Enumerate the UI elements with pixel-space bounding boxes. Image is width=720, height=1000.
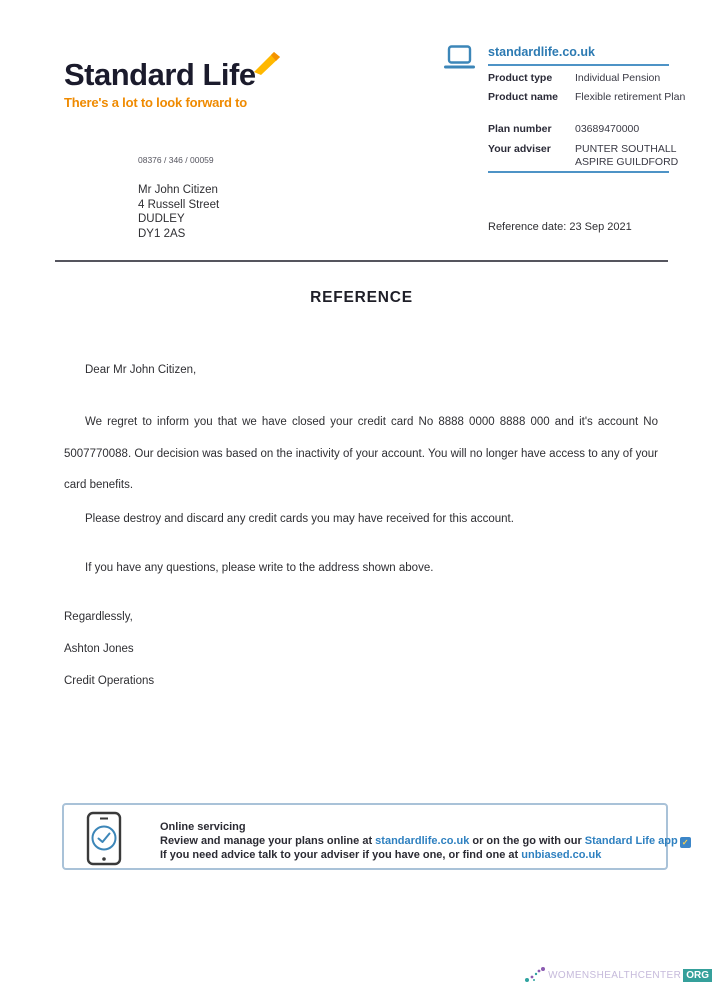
footer-line1-prefix: Review and manage your plans online at [160, 835, 376, 847]
letter-heading: REFERENCE [310, 289, 413, 306]
info-row-product-type [488, 72, 660, 84]
footer-title: Online servicing [160, 821, 246, 833]
info-row-product-name [488, 91, 685, 103]
footer-line1-middle: or on the go with our [469, 835, 585, 847]
closing: Regardlessly, [64, 611, 133, 623]
recipient-postcode: DY1 2AS [138, 227, 186, 240]
recipient-address-block [138, 155, 219, 241]
laptop-icon [443, 45, 476, 71]
info-label: Product name [488, 91, 559, 103]
info-label: Plan number [488, 123, 552, 135]
footer-line-1 [160, 834, 691, 848]
info-row-plan-number [488, 123, 639, 135]
info-value: Flexible retirement Plan [575, 91, 686, 103]
recipient-name: Mr John Citizen [138, 184, 218, 196]
info-value: 03689470000 [575, 123, 640, 135]
standardlife-header-link[interactable]: standardlife.co.uk [488, 45, 595, 59]
header-divider [55, 260, 668, 262]
info-rule-bottom [488, 171, 669, 173]
unbiased-link[interactable]: unbiased.co.uk [521, 849, 602, 861]
standardlife-footer-link[interactable]: standardlife.co.uk [375, 835, 470, 847]
watermark-badge: ORG [683, 969, 712, 982]
check-glyph: ✓ [681, 838, 689, 847]
paragraph-2: Please destroy and discard any credit cards you may have received for this account. [85, 513, 514, 525]
logo-title: Standard Life [64, 57, 256, 92]
info-value: Individual Pension [575, 72, 661, 84]
info-label: Your adviser [488, 143, 551, 155]
standard-life-app-link[interactable]: Standard Life app [584, 835, 678, 847]
recipient-city: DUDLEY [138, 213, 185, 225]
logo-tagline: There's a lot to look forward to [64, 95, 248, 110]
info-value: PUNTER SOUTHALL [575, 143, 677, 155]
online-servicing-box [62, 803, 689, 870]
smartphone-check-icon [81, 811, 127, 867]
info-rule-top [488, 64, 669, 66]
info-value-line2: ASPIRE GUILDFORD [575, 156, 679, 168]
info-row-adviser [488, 143, 678, 169]
signature-name: Ashton Jones [64, 643, 134, 655]
paragraph-3: If you have any questions, please write to the address shown above. [85, 562, 434, 574]
footer-line-2 [160, 848, 691, 862]
signature-title: Credit Operations [64, 675, 155, 687]
logo-flick-icon [252, 50, 282, 76]
standard-life-logo [64, 58, 256, 110]
mail-sort-code: 08376 / 346 / 00059 [138, 155, 214, 165]
watermark [524, 966, 712, 984]
info-label: Product type [488, 72, 553, 84]
reference-date: Reference date: 23 Sep 2021 [488, 221, 632, 233]
footer-line2-prefix: If you need advice talk to your adviser if you have one, or find one at [160, 849, 522, 861]
paragraph-1: We regret to inform you that we have closed your credit card No 8888 0000 8888 000 and it's account No 5007770088. Our decision was based on the inactivity of your account. You will no longer have access to any of your card benefits. [64, 416, 658, 491]
footer-text-block [160, 820, 691, 862]
watermark-dots-icon [524, 966, 546, 984]
watermark-name: WOMENSHEALTHCENTER [548, 969, 682, 981]
salutation: Dear Mr John Citizen, [85, 364, 197, 376]
app-check-icon [680, 837, 691, 848]
recipient-street: 4 Russell Street [138, 198, 220, 211]
product-info-panel [443, 42, 686, 174]
